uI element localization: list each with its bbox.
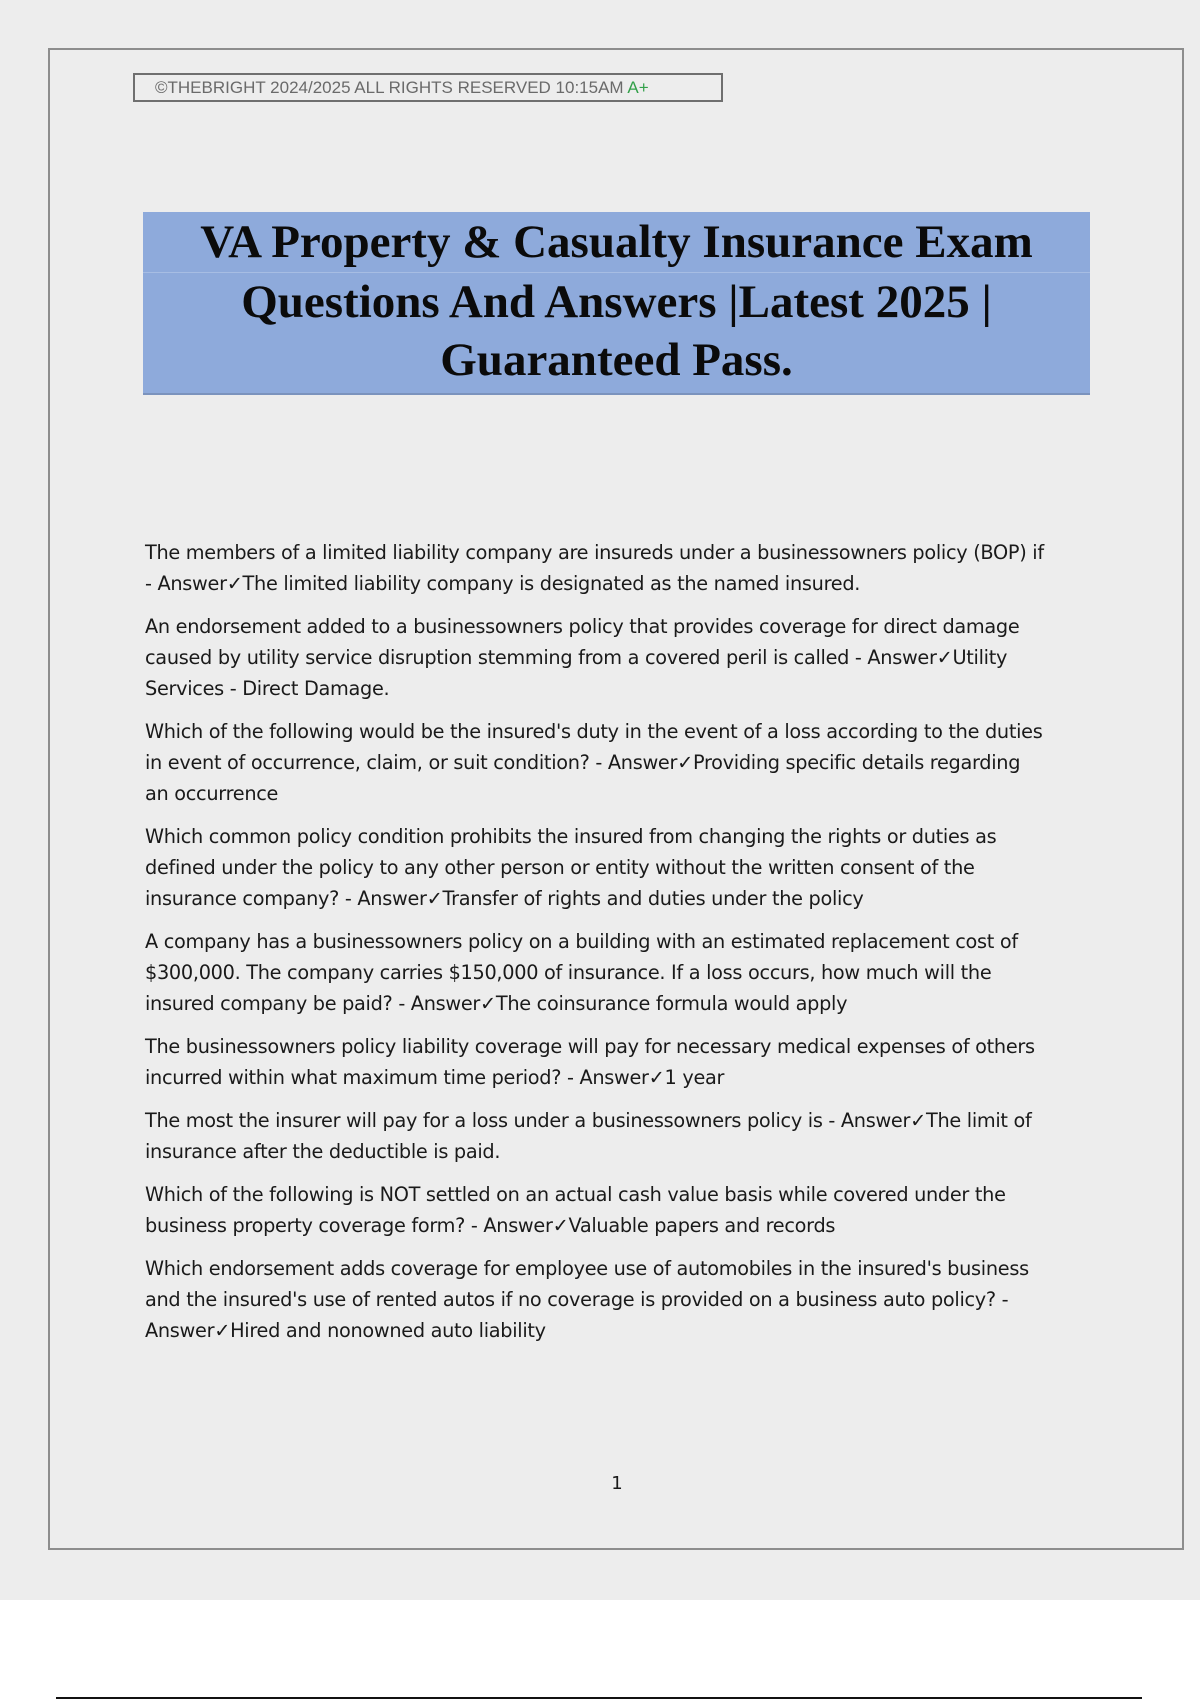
- qa-item: [145, 821, 1095, 914]
- qa-line: Which common policy condition prohibits the insured from changing the rights or duties as: [145, 825, 997, 848]
- document-title: [143, 212, 1090, 395]
- copyright-header: [133, 73, 723, 102]
- qa-item: [145, 1179, 1095, 1241]
- qa-line: and the insured's use of rented autos if no coverage is provided on a business auto policy? -: [145, 1288, 1009, 1311]
- title-line-1: VA Property & Casualty Insurance Exam: [200, 216, 1033, 268]
- qa-item: [145, 926, 1095, 1019]
- qa-line: Services - Direct Damage.: [145, 677, 390, 700]
- qa-line: insurance company? - Answer✓Transfer of rights and duties under the policy: [145, 887, 864, 910]
- question-answer-list: [145, 537, 1095, 1358]
- footer-divider: [56, 1697, 1142, 1699]
- title-line-2: Questions And Answers |Latest 2025 |: [143, 272, 1090, 331]
- qa-line: The most the insurer will pay for a loss under a businessowners policy is - Answer✓The limit of: [145, 1109, 1032, 1132]
- title-line-3: Guaranteed Pass.: [440, 334, 793, 386]
- qa-line: An endorsement added to a businessowners policy that provides coverage for direct damage: [145, 615, 1020, 638]
- qa-item: [145, 716, 1095, 809]
- grade-badge: A+: [627, 78, 649, 97]
- qa-line: Which endorsement adds coverage for employee use of automobiles in the insured's business: [145, 1257, 1029, 1280]
- qa-line: insurance after the deductible is paid.: [145, 1140, 501, 1163]
- copyright-text: ©THEBRIGHT 2024/2025 ALL RIGHTS RESERVED 10:15AM: [155, 78, 624, 97]
- qa-line: Which of the following would be the insured's duty in the event of a loss according to the duties: [145, 720, 1043, 743]
- qa-line: in event of occurrence, claim, or suit condition? - Answer✓Providing specific details regarding: [145, 751, 1021, 774]
- qa-line: insured company be paid? - Answer✓The coinsurance formula would apply: [145, 992, 848, 1015]
- qa-item: [145, 1105, 1095, 1167]
- qa-line: Answer✓Hired and nonowned auto liability: [145, 1319, 546, 1342]
- qa-item: [145, 1253, 1095, 1346]
- qa-line: - Answer✓The limited liability company is designated as the named insured.: [145, 572, 861, 595]
- qa-line: A company has a businessowners policy on a building with an estimated replacement cost of: [145, 930, 1018, 953]
- qa-item: [145, 1031, 1095, 1093]
- qa-line: The members of a limited liability company are insureds under a businessowners policy (BOP) if: [145, 541, 1044, 564]
- qa-line: defined under the policy to any other person or entity without the written consent of the: [145, 856, 975, 879]
- qa-line: The businessowners policy liability coverage will pay for necessary medical expenses of others: [145, 1035, 1035, 1058]
- qa-item: [145, 611, 1095, 704]
- page-number: 1: [611, 1473, 623, 1494]
- qa-line: Which of the following is NOT settled on an actual cash value basis while covered under the: [145, 1183, 1006, 1206]
- qa-line: caused by utility service disruption stemming from a covered peril is called - Answer✓Utility: [145, 646, 1008, 669]
- qa-line: $300,000. The company carries $150,000 of insurance. If a loss occurs, how much will the: [145, 961, 992, 984]
- qa-line: business property coverage form? - Answer✓Valuable papers and records: [145, 1214, 836, 1237]
- qa-line: incurred within what maximum time period? - Answer✓1 year: [145, 1066, 725, 1089]
- qa-item: [145, 537, 1095, 599]
- qa-line: an occurrence: [145, 782, 279, 805]
